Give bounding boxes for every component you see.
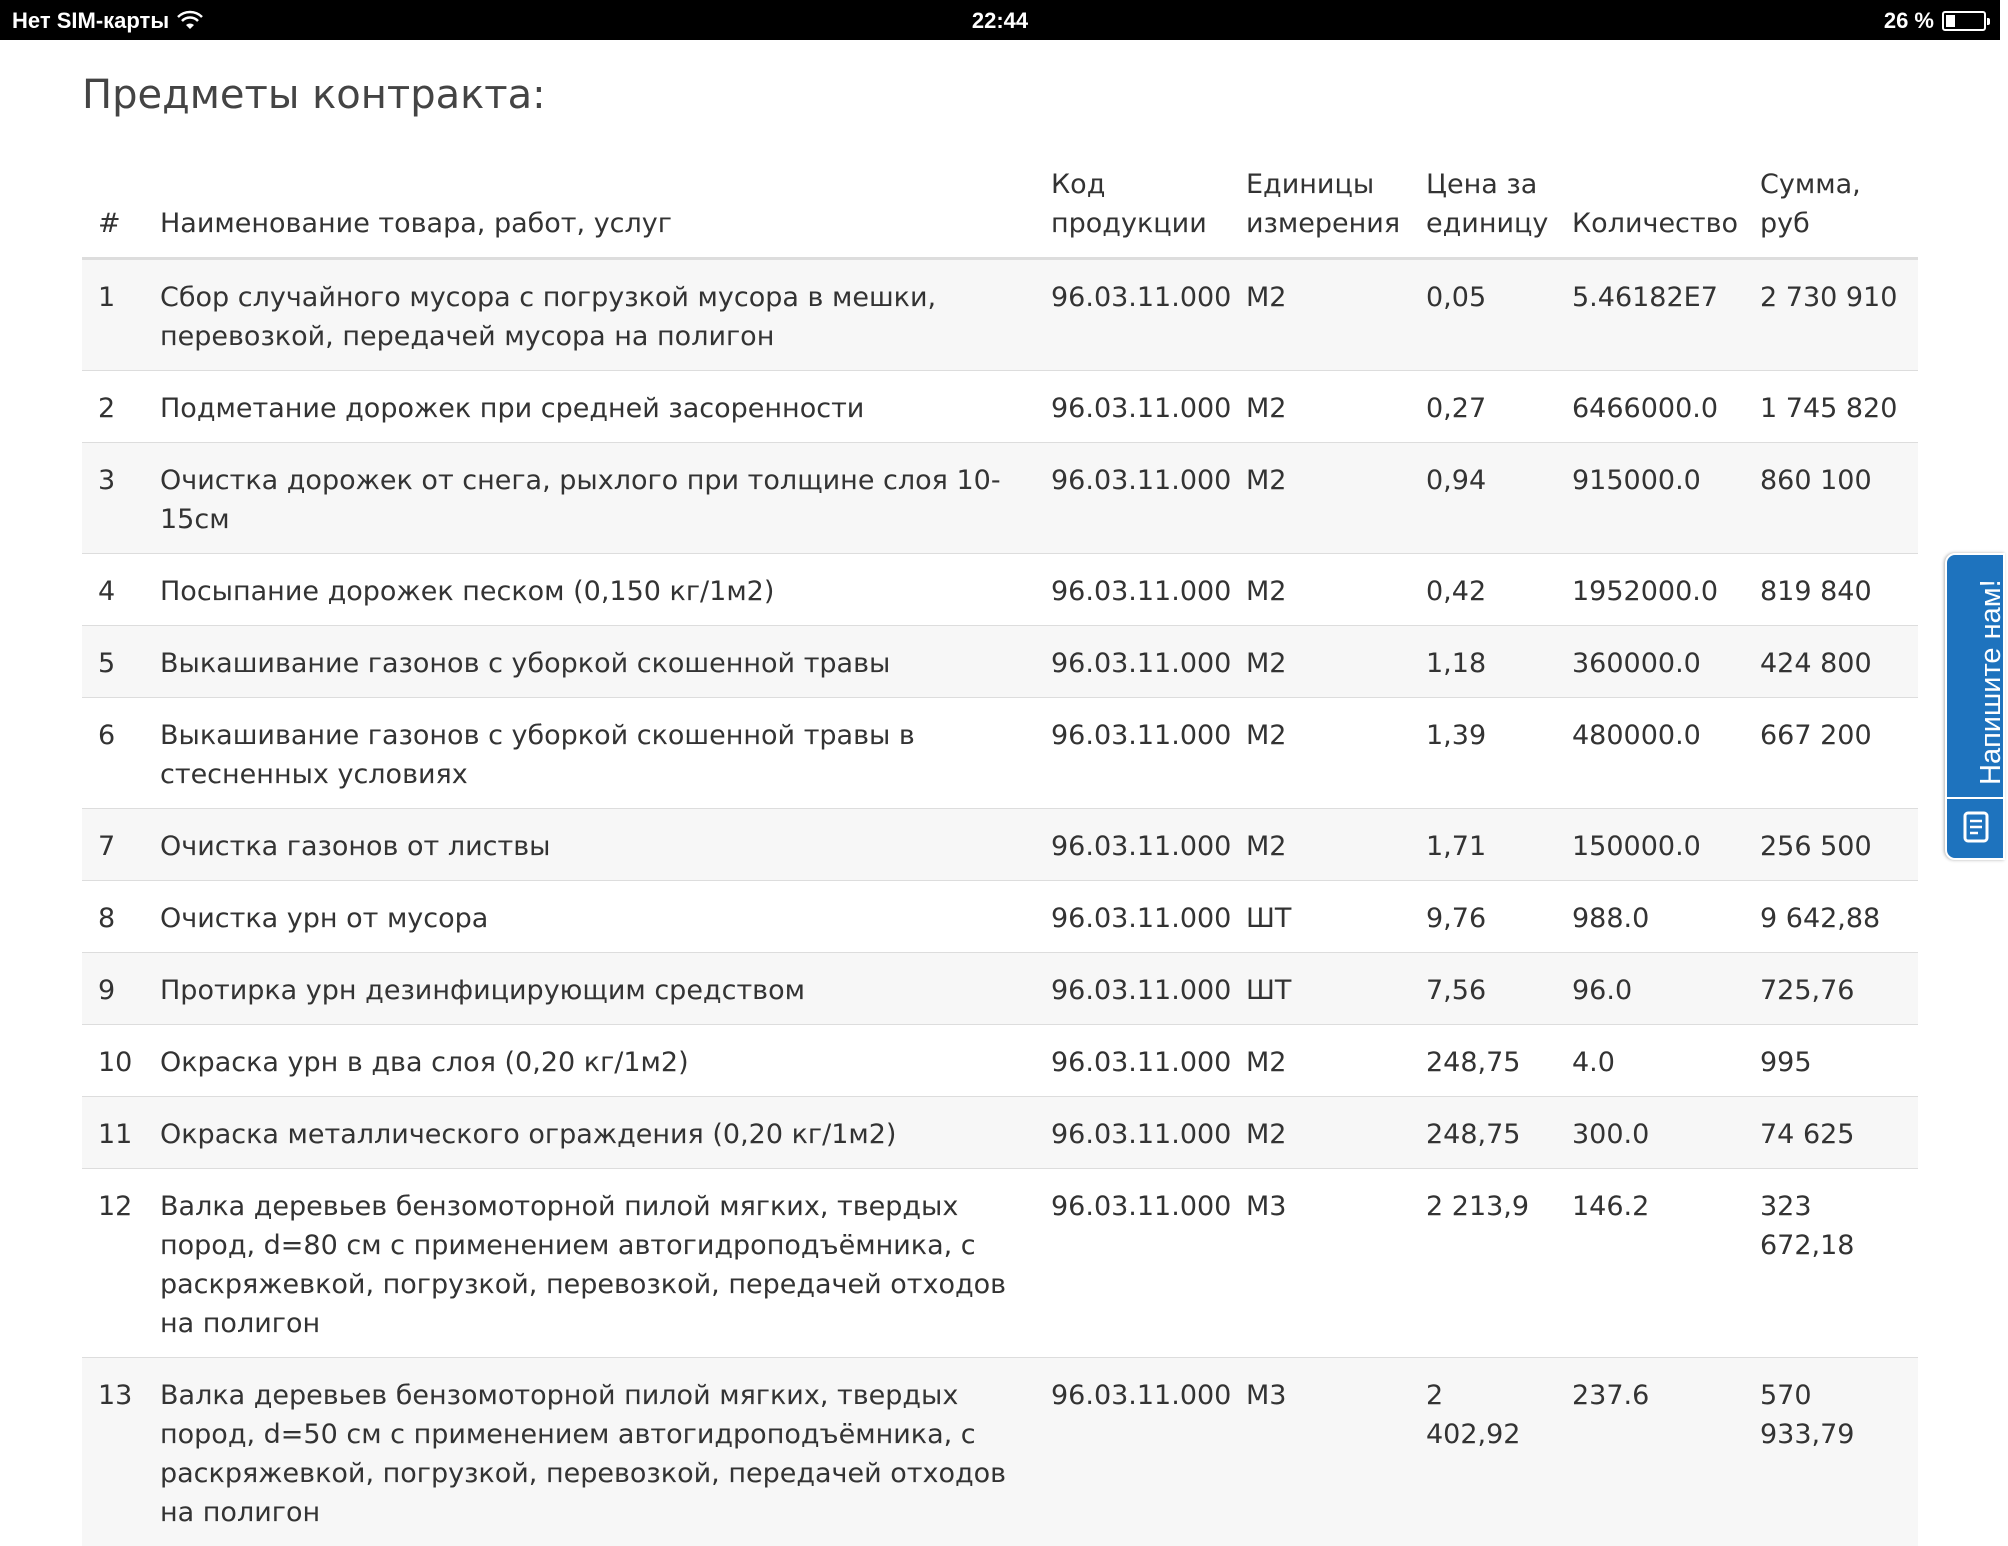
feedback-tab[interactable] [1945, 553, 2005, 860]
header-sum: Сумма, руб [1744, 165, 1918, 259]
cell-qty: 96.0 [1556, 953, 1744, 1025]
cell-name: Валка деревьев бензомоторной пилой мягких, твердых пород, d=80 см с применением автогидроподъёмника, с раскряжевкой, погрузкой, перевозкой, передачей отходов на полигон [144, 1169, 1035, 1358]
cell-sum: 725,76 [1744, 953, 1918, 1025]
cell-code: 96.03.11.000 [1035, 1025, 1230, 1097]
cell-unit: ШТ [1230, 881, 1410, 953]
table-header-row [82, 165, 1918, 259]
cell-price: 0,27 [1410, 371, 1556, 443]
cell-qty: 915000.0 [1556, 443, 1744, 554]
cell-num: 9 [82, 953, 144, 1025]
cell-price: 1,39 [1410, 698, 1556, 809]
cell-num: 5 [82, 626, 144, 698]
cell-unit: М2 [1230, 698, 1410, 809]
battery-level-fill [1946, 15, 1955, 27]
cell-code: 96.03.11.000 [1035, 1097, 1230, 1169]
header-code: Код продукции [1035, 165, 1230, 259]
cell-num: 4 [82, 554, 144, 626]
table-row [82, 1358, 1918, 1546]
cell-name: Выкашивание газонов с уборкой скошенной травы [144, 626, 1035, 698]
cell-num: 12 [82, 1169, 144, 1358]
cell-sum: 819 840 [1744, 554, 1918, 626]
cell-price: 7,56 [1410, 953, 1556, 1025]
cell-price: 0,42 [1410, 554, 1556, 626]
table-row [82, 1169, 1918, 1358]
cell-qty: 300.0 [1556, 1097, 1744, 1169]
cell-code: 96.03.11.000 [1035, 809, 1230, 881]
cell-unit: М3 [1230, 1169, 1410, 1358]
cell-num: 10 [82, 1025, 144, 1097]
table-row [82, 698, 1918, 809]
table-row [82, 953, 1918, 1025]
cell-num: 1 [82, 259, 144, 371]
cell-name: Окраска металлического ограждения (0,20 кг/1м2) [144, 1097, 1035, 1169]
cell-sum: 323 672,18 [1744, 1169, 1918, 1358]
cell-unit: М2 [1230, 1097, 1410, 1169]
table-body [82, 259, 1918, 1546]
header-num: # [82, 165, 144, 259]
feedback-label: Напишите нам! [1975, 579, 2008, 785]
cell-unit: М2 [1230, 1025, 1410, 1097]
cell-name: Подметание дорожек при средней засоренности [144, 371, 1035, 443]
cell-num: 3 [82, 443, 144, 554]
cell-qty: 360000.0 [1556, 626, 1744, 698]
cell-name: Выкашивание газонов с уборкой скошенной травы в стесненных условиях [144, 698, 1035, 809]
cell-unit: М2 [1230, 809, 1410, 881]
header-name: Наименование товара, работ, услуг [144, 165, 1035, 259]
cell-unit: М2 [1230, 259, 1410, 371]
cell-sum: 2 730 910 [1744, 259, 1918, 371]
feedback-form-icon [1962, 810, 1992, 844]
cell-name: Валка деревьев бензомоторной пилой мягких, твердых пород, d=50 см с применением автогидроподъёмника, с раскряжевкой, погрузкой, перевозкой, передачей отходов на полигон [144, 1358, 1035, 1546]
cell-price: 2 213,9 [1410, 1169, 1556, 1358]
status-bar-right [1884, 8, 1986, 34]
cell-price: 9,76 [1410, 881, 1556, 953]
feedback-divider [1947, 797, 2003, 799]
cell-unit: М2 [1230, 626, 1410, 698]
cell-qty: 146.2 [1556, 1169, 1744, 1358]
cell-sum: 424 800 [1744, 626, 1918, 698]
table-row [82, 554, 1918, 626]
cell-code: 96.03.11.000 [1035, 1358, 1230, 1546]
cell-sum: 667 200 [1744, 698, 1918, 809]
cell-code: 96.03.11.000 [1035, 554, 1230, 626]
cell-code: 96.03.11.000 [1035, 626, 1230, 698]
table-row [82, 626, 1918, 698]
contract-items-table [82, 165, 1918, 1546]
cell-name: Сбор случайного мусора с погрузкой мусора в мешки, перевозкой, передачей мусора на полигон [144, 259, 1035, 371]
battery-percent: 26 % [1884, 8, 1934, 34]
cell-qty: 6466000.0 [1556, 371, 1744, 443]
page-title: Предметы контракта: [82, 72, 546, 118]
header-qty: Количество [1556, 165, 1744, 259]
cell-code: 96.03.11.000 [1035, 1169, 1230, 1358]
cell-unit: М2 [1230, 443, 1410, 554]
cell-sum: 74 625 [1744, 1097, 1918, 1169]
header-price: Цена за единицу [1410, 165, 1556, 259]
cell-price: 2 402,92 [1410, 1358, 1556, 1546]
cell-unit: М2 [1230, 554, 1410, 626]
cell-unit: М2 [1230, 371, 1410, 443]
cell-unit: М3 [1230, 1358, 1410, 1546]
table-row [82, 1097, 1918, 1169]
cell-price: 0,05 [1410, 259, 1556, 371]
cell-sum: 860 100 [1744, 443, 1918, 554]
cell-qty: 1952000.0 [1556, 554, 1744, 626]
cell-sum: 9 642,88 [1744, 881, 1918, 953]
battery-icon [1942, 11, 1986, 31]
cell-name: Посыпание дорожек песком (0,150 кг/1м2) [144, 554, 1035, 626]
cell-num: 6 [82, 698, 144, 809]
cell-name: Очистка газонов от листвы [144, 809, 1035, 881]
cell-code: 96.03.11.000 [1035, 259, 1230, 371]
cell-name: Очистка дорожек от снега, рыхлого при толщине слоя 10-15см [144, 443, 1035, 554]
header-unit: Единицы измерения [1230, 165, 1410, 259]
cell-qty: 480000.0 [1556, 698, 1744, 809]
cell-name: Очистка урн от мусора [144, 881, 1035, 953]
cell-num: 8 [82, 881, 144, 953]
cell-sum: 256 500 [1744, 809, 1918, 881]
cell-code: 96.03.11.000 [1035, 698, 1230, 809]
status-bar [0, 0, 2000, 40]
cell-price: 1,71 [1410, 809, 1556, 881]
cell-num: 7 [82, 809, 144, 881]
cell-sum: 1 745 820 [1744, 371, 1918, 443]
table-header [82, 165, 1918, 259]
cell-price: 248,75 [1410, 1097, 1556, 1169]
cell-sum: 570 933,79 [1744, 1358, 1918, 1546]
cell-name: Окраска урн в два слоя (0,20 кг/1м2) [144, 1025, 1035, 1097]
cell-qty: 150000.0 [1556, 809, 1744, 881]
status-bar-time: 22:44 [0, 8, 2000, 34]
cell-qty: 5.46182E7 [1556, 259, 1744, 371]
table-row [82, 371, 1918, 443]
cell-num: 2 [82, 371, 144, 443]
cell-code: 96.03.11.000 [1035, 371, 1230, 443]
cell-price: 1,18 [1410, 626, 1556, 698]
cell-price: 248,75 [1410, 1025, 1556, 1097]
cell-code: 96.03.11.000 [1035, 443, 1230, 554]
table-row [82, 881, 1918, 953]
carrier-label: Нет SIM-карты [12, 8, 169, 34]
cell-num: 13 [82, 1358, 144, 1546]
table-row [82, 259, 1918, 371]
cell-code: 96.03.11.000 [1035, 953, 1230, 1025]
cell-qty: 4.0 [1556, 1025, 1744, 1097]
cell-name: Протирка урн дезинфицирующим средством [144, 953, 1035, 1025]
table-row [82, 809, 1918, 881]
table-row [82, 443, 1918, 554]
cell-price: 0,94 [1410, 443, 1556, 554]
cell-sum: 995 [1744, 1025, 1918, 1097]
cell-code: 96.03.11.000 [1035, 881, 1230, 953]
cell-unit: ШТ [1230, 953, 1410, 1025]
cell-qty: 237.6 [1556, 1358, 1744, 1546]
cell-num: 11 [82, 1097, 144, 1169]
cell-qty: 988.0 [1556, 881, 1744, 953]
table-row [82, 1025, 1918, 1097]
